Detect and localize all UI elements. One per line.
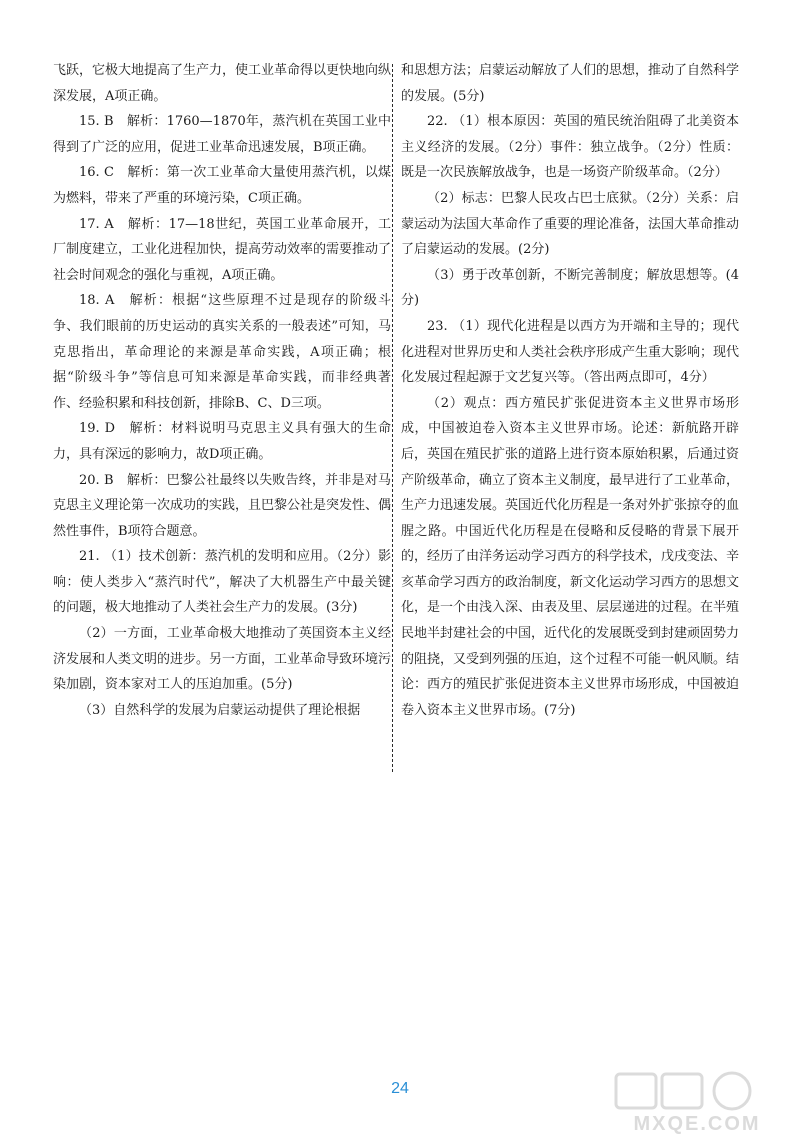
answer-paragraph: 17. A 解析：17—18世纪，英国工业革命展开，工厂制度建立，工业化进程加快，提高劳动效率的需要推动了社会时间观念的强化与重视，A项正确。 — [53, 216, 392, 283]
answer-paragraph: （2）一方面，工业革命极大地推动了英国资本主义经济发展和人类文明的进步。另一方面，工业革命导致环境污染加剧，资本家对工人的压迫加重。(5分) — [53, 626, 392, 693]
answer-paragraph: 19. D 解析：材料说明马克思主义具有强大的生命力，具有深远的影响力，故D项正确。 — [53, 421, 391, 462]
right-column — [401, 58, 739, 723]
answer-paragraph: （2）标志：巴黎人民攻占巴士底狱。（2分）关系：启蒙运动为法国大革命作了重要的理论准备，法国大革命推动了启蒙运动的发展。(2分) — [401, 190, 740, 258]
answer-paragraph: 23. （1）现代化进程是以西方为开端和主导的；现代化进程对世界历史和人类社会秩序形成产生重大影响；现代化发展过程起源于文艺复兴等。（答出两点即可，4分） — [401, 318, 740, 386]
left-column — [53, 58, 391, 723]
answer-paragraph: （3）自然科学的发展为启蒙运动提供了理论根据 — [79, 702, 361, 718]
answer-paragraph: 21. （1）技术创新：蒸汽机的发明和应用。（2分）影响：使人类步入“蒸汽时代”，解决了大机器生产中最关键的问题，极大地推动了人类社会生产力的发展。(3分) — [53, 549, 391, 616]
answer-paragraph: 22. （1）根本原因：英国的殖民统治阻碍了北美资本主义经济的发展。（2分）事件：独立战争。（2分）性质：既是一次民族解放战争，也是一场资产阶级革命。（2分） — [401, 114, 739, 181]
svg-text:MXQE.COM: MXQE.COM — [633, 1113, 761, 1135]
answer-paragraph: （3）勇于改革创新，不断完善制度；解放思想等。(4分) — [401, 267, 739, 309]
answer-paragraph: 18. A 解析：根据“这些原理不过是现存的阶级斗争、我们眼前的历史运动的真实关系的一般表述”可知，马克思指出，革命理论的来源是革命实践，A项正确；根据“阶级斗争”等信息可知来源是革命实践，而非经典著作、经验积累和科技创新，排除B、C、D三项。 — [53, 293, 391, 411]
answer-paragraph: 飞跃，它极大地提高了生产力，使工业革命得以更快地向纵深发展，A项正确。 — [53, 63, 392, 104]
answer-paragraph: （2）观点：西方殖民扩张促进资本主义世界市场形成，中国被迫卷入资本主义世界市场。论述：新航路开辟后，英国在殖民扩张的道路上进行资本原始积累，后通过资产阶级革命，确立了资本主义制度，最早进行了工业革命，生产力迅速发展。英国近代化历程是一条对外扩张掠夺的血腥之路。中国近代化历程是在侵略和反侵略的背景下展开的，经历了由洋务运动学习西方的科学技术，戊戌变法、辛亥革命学习西方的政治制度，新文化运动学习西方的思想文化，是一个由浅入深、由表及里、层层递进的过程。在半殖民地半封建社会的中国，近代化的发展既受到封建顽固势力的阻挠，又受到列强的压迫，这个过程不可能一帆风顺。结论：西方的殖民扩张促进资本主义世界市场形成，中国被迫卷入资本主义世界市场。(7分) — [401, 395, 740, 718]
watermark-logo — [612, 1068, 782, 1138]
answer-paragraph: 16. C 解析：第一次工业革命大量使用蒸汽机，以煤为燃料，带来了严重的环境污染，C项正确。 — [53, 165, 391, 206]
answer-paragraph: 20. B 解析：巴黎公社最终以失败告终，并非是对马克思主义理论第一次成功的实践，且巴黎公社是突发性、偶然性事件，B项符合题意。 — [53, 472, 392, 539]
answer-paragraph: 15. B 解析：1760—1870年，蒸汽机在英国工业中得到了广泛的应用，促进工业革命迅速发展，B项正确。 — [53, 114, 391, 155]
column-divider — [392, 64, 393, 772]
page-number: 24 — [391, 1080, 409, 1097]
answer-paragraph: 和思想方法；启蒙运动解放了人们的思想，推动了自然科学的发展。(5分) — [401, 63, 740, 104]
